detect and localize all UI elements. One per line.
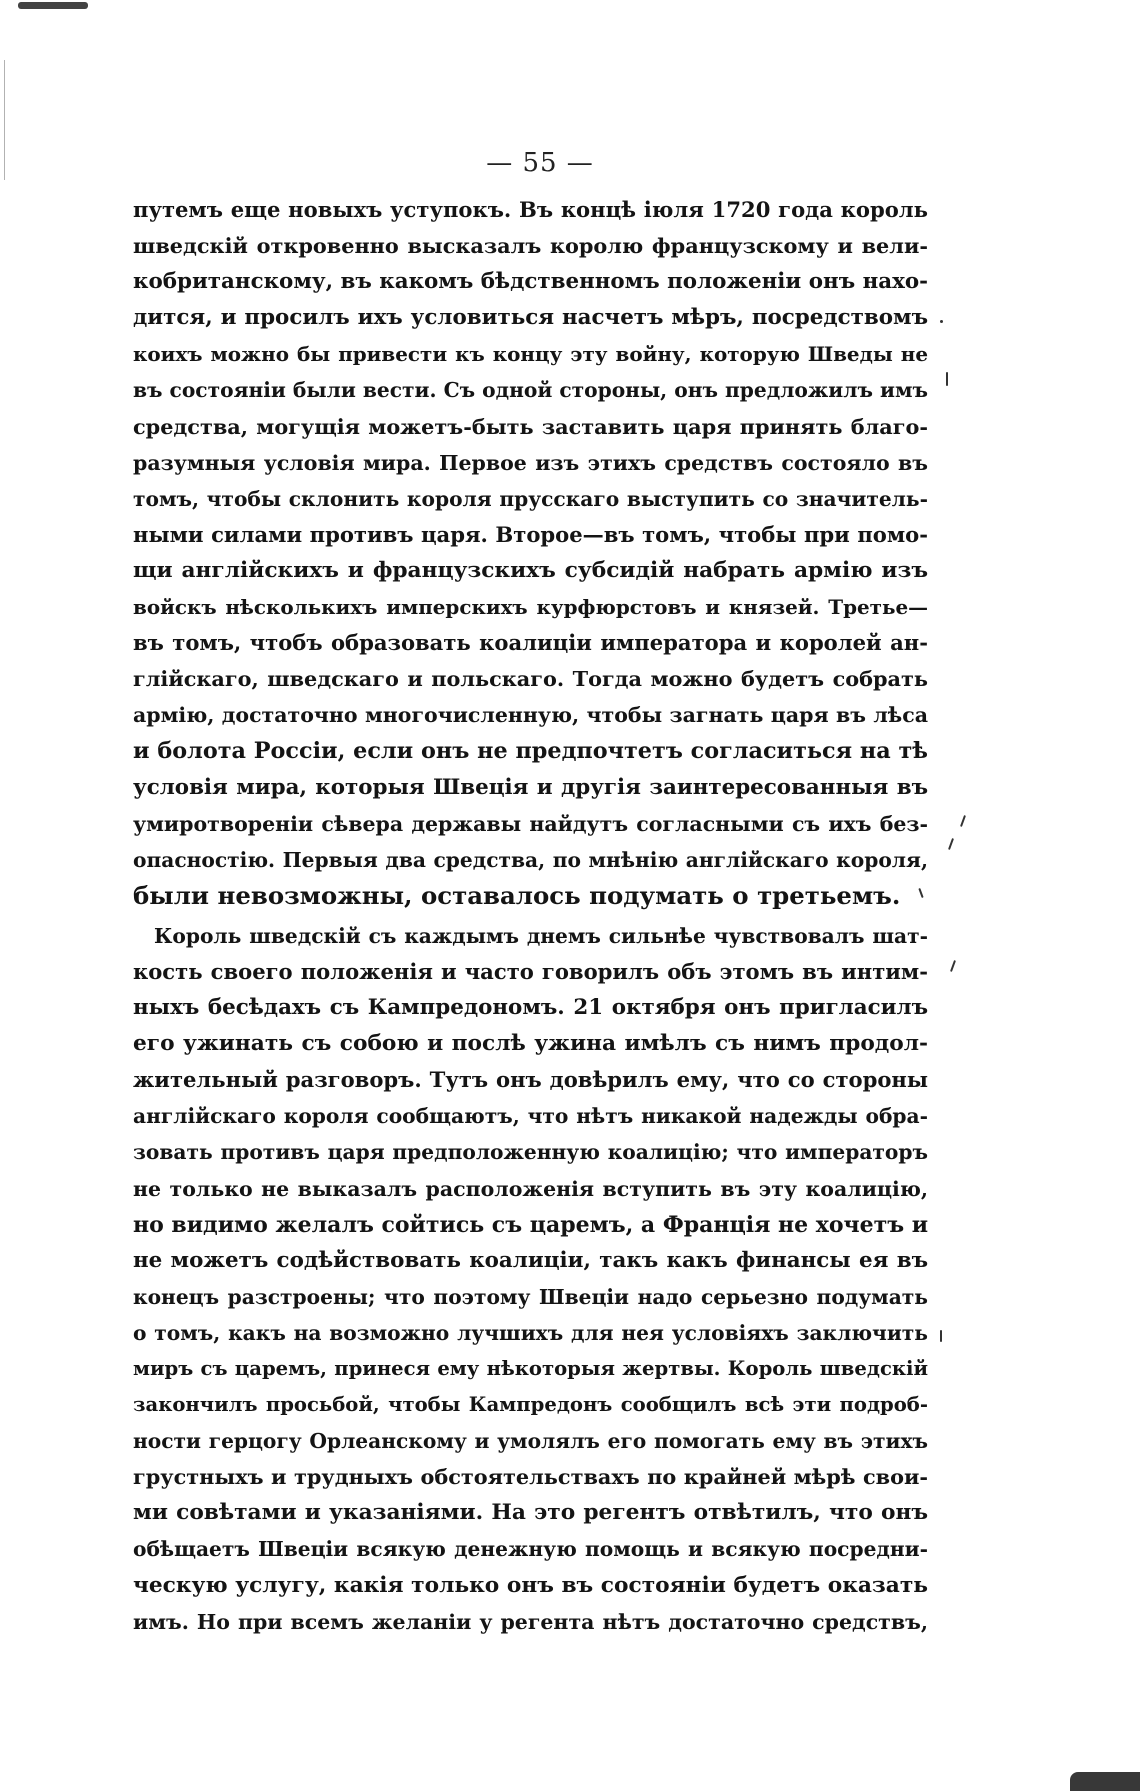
margin-speck	[946, 372, 948, 386]
text-line: жительный разговоръ. Тутъ онъ довѣрилъ ему, что со стороны	[133, 1067, 928, 1093]
text-line: коихъ можно бы привести къ концу эту войну, которую Шведы не	[133, 342, 928, 367]
body-text	[133, 192, 928, 1640]
text-line: ными силами противъ царя. Второе—въ томъ, чтобы при помо-	[133, 521, 928, 547]
text-line: войскъ нѣсколькихъ имперскихъ курфюрстовъ и князей. Третье—	[133, 595, 928, 620]
text-line: шведскій откровенно высказалъ королю французскому и вели-	[133, 233, 928, 259]
text-line: кобританскому, въ какомъ бѣдственномъ положеніи онъ нахо-	[133, 269, 928, 295]
text-line: дится, и просилъ ихъ условиться насчетъ мѣръ, посредствомъ	[133, 305, 928, 331]
text-line: глійскаго, шведскаго и польскаго. Тогда можно будетъ собрать	[133, 666, 928, 692]
text-line: не можетъ содѣйствовать коалиціи, такъ какъ финансы ея въ	[133, 1247, 928, 1273]
paragraph	[133, 192, 928, 914]
text-line: путемъ еще новыхъ уступокъ. Въ концѣ іюля 1720 года король	[133, 197, 928, 222]
text-line: миръ съ царемъ, принеся ему нѣкоторыя жертвы. Король шведскій	[133, 1357, 928, 1380]
margin-speck	[940, 320, 943, 323]
text-line: грустныхъ и трудныхъ обстоятельствахъ по крайней мѣрѣ свои-	[133, 1464, 928, 1490]
text-line: кость своего положенія и часто говорилъ объ этомъ въ интим-	[133, 958, 928, 984]
text-line: имъ. Но при всемъ желаніи у регента нѣтъ достаточно средствъ,	[133, 1609, 928, 1634]
margin-speck	[948, 838, 954, 850]
text-line: и болота Россіи, если онъ не предпочтетъ согласиться на тѣ	[133, 738, 928, 765]
text-line: ности герцогу Орлеанскому и умолялъ его помогать ему въ этихъ	[133, 1429, 928, 1454]
text-line: англійскаго короля сообщаютъ, что нѣтъ никакой надежды обра-	[133, 1104, 928, 1129]
text-line: ныхъ бесѣдахъ съ Кампредономъ. 21 октября онъ пригласилъ	[133, 995, 928, 1021]
text-line: ческую услугу, какія только онъ въ состояніи будетъ оказать	[133, 1572, 928, 1598]
text-line: конецъ разстроены; что поэтому Швеціи надо серьезно подумать	[133, 1284, 928, 1309]
margin-speck	[960, 815, 966, 827]
text-line: зовать противъ царя предположенную коалицію; что императоръ	[133, 1140, 928, 1165]
text-line: въ томъ, чтобъ образовать коалиціи императора и королей ан-	[133, 630, 928, 656]
text-line: обѣщаетъ Швеціи всякую денежную помощь и всякую посредни-	[133, 1537, 928, 1562]
text-line: не только не выказалъ расположенія вступить въ эту коалицію,	[133, 1176, 928, 1201]
text-line: были невозможны, оставалось подумать о третьемъ.	[133, 880, 901, 910]
text-line: закончилъ просьбой, чтобы Кампредонъ сообщилъ всѣ эти подроб-	[133, 1393, 928, 1417]
text-line: ми совѣтами и указаніями. На это регентъ отвѣтилъ, что онъ	[133, 1500, 928, 1526]
scan-blot-bottom-right	[1070, 1772, 1140, 1791]
text-line: опасностію. Первыя два средства, по мнѣнію англійскаго короля,	[133, 847, 928, 872]
text-line: щи англійскихъ и французскихъ субсидій набрать армію изъ	[133, 557, 928, 583]
text-line: въ состояніи были вести. Съ одной стороны, онъ предложилъ имъ	[133, 378, 928, 403]
page-number: — 55 —	[486, 148, 594, 178]
text-line: разумныя условія мира. Первое изъ этихъ средствъ состояло въ	[133, 450, 928, 475]
margin-speck	[940, 1330, 942, 1342]
text-line: его ужинать съ собою и послѣ ужина имѣлъ съ нимъ продол-	[133, 1031, 928, 1057]
text-line: армію, достаточно многочисленную, чтобы загнать царя въ лѣса	[133, 703, 928, 728]
text-line: но видимо желалъ сойтись съ царемъ, а Франція не хочетъ и	[133, 1211, 929, 1238]
margin-speck	[950, 960, 956, 972]
scan-blot-top-left	[18, 2, 88, 9]
text-line: томъ, чтобы склонить короля прусскаго выступить со значитель-	[133, 486, 928, 511]
text-line: условія мира, которыя Швеція и другія заинтересованныя въ	[133, 774, 928, 800]
text-line: средства, могущія можетъ-быть заставить царя принять благо-	[133, 413, 928, 439]
text-line: о томъ, какъ на возможно лучшихъ для нея условіяхъ заключить	[133, 1320, 928, 1345]
text-line: Король шведскій съ каждымъ днемъ сильнѣе чувствовалъ шат-	[154, 923, 928, 948]
text-line: умиротвореніи сѣвера державы найдутъ согласными съ ихъ без-	[133, 811, 928, 836]
paragraph	[133, 918, 928, 1640]
